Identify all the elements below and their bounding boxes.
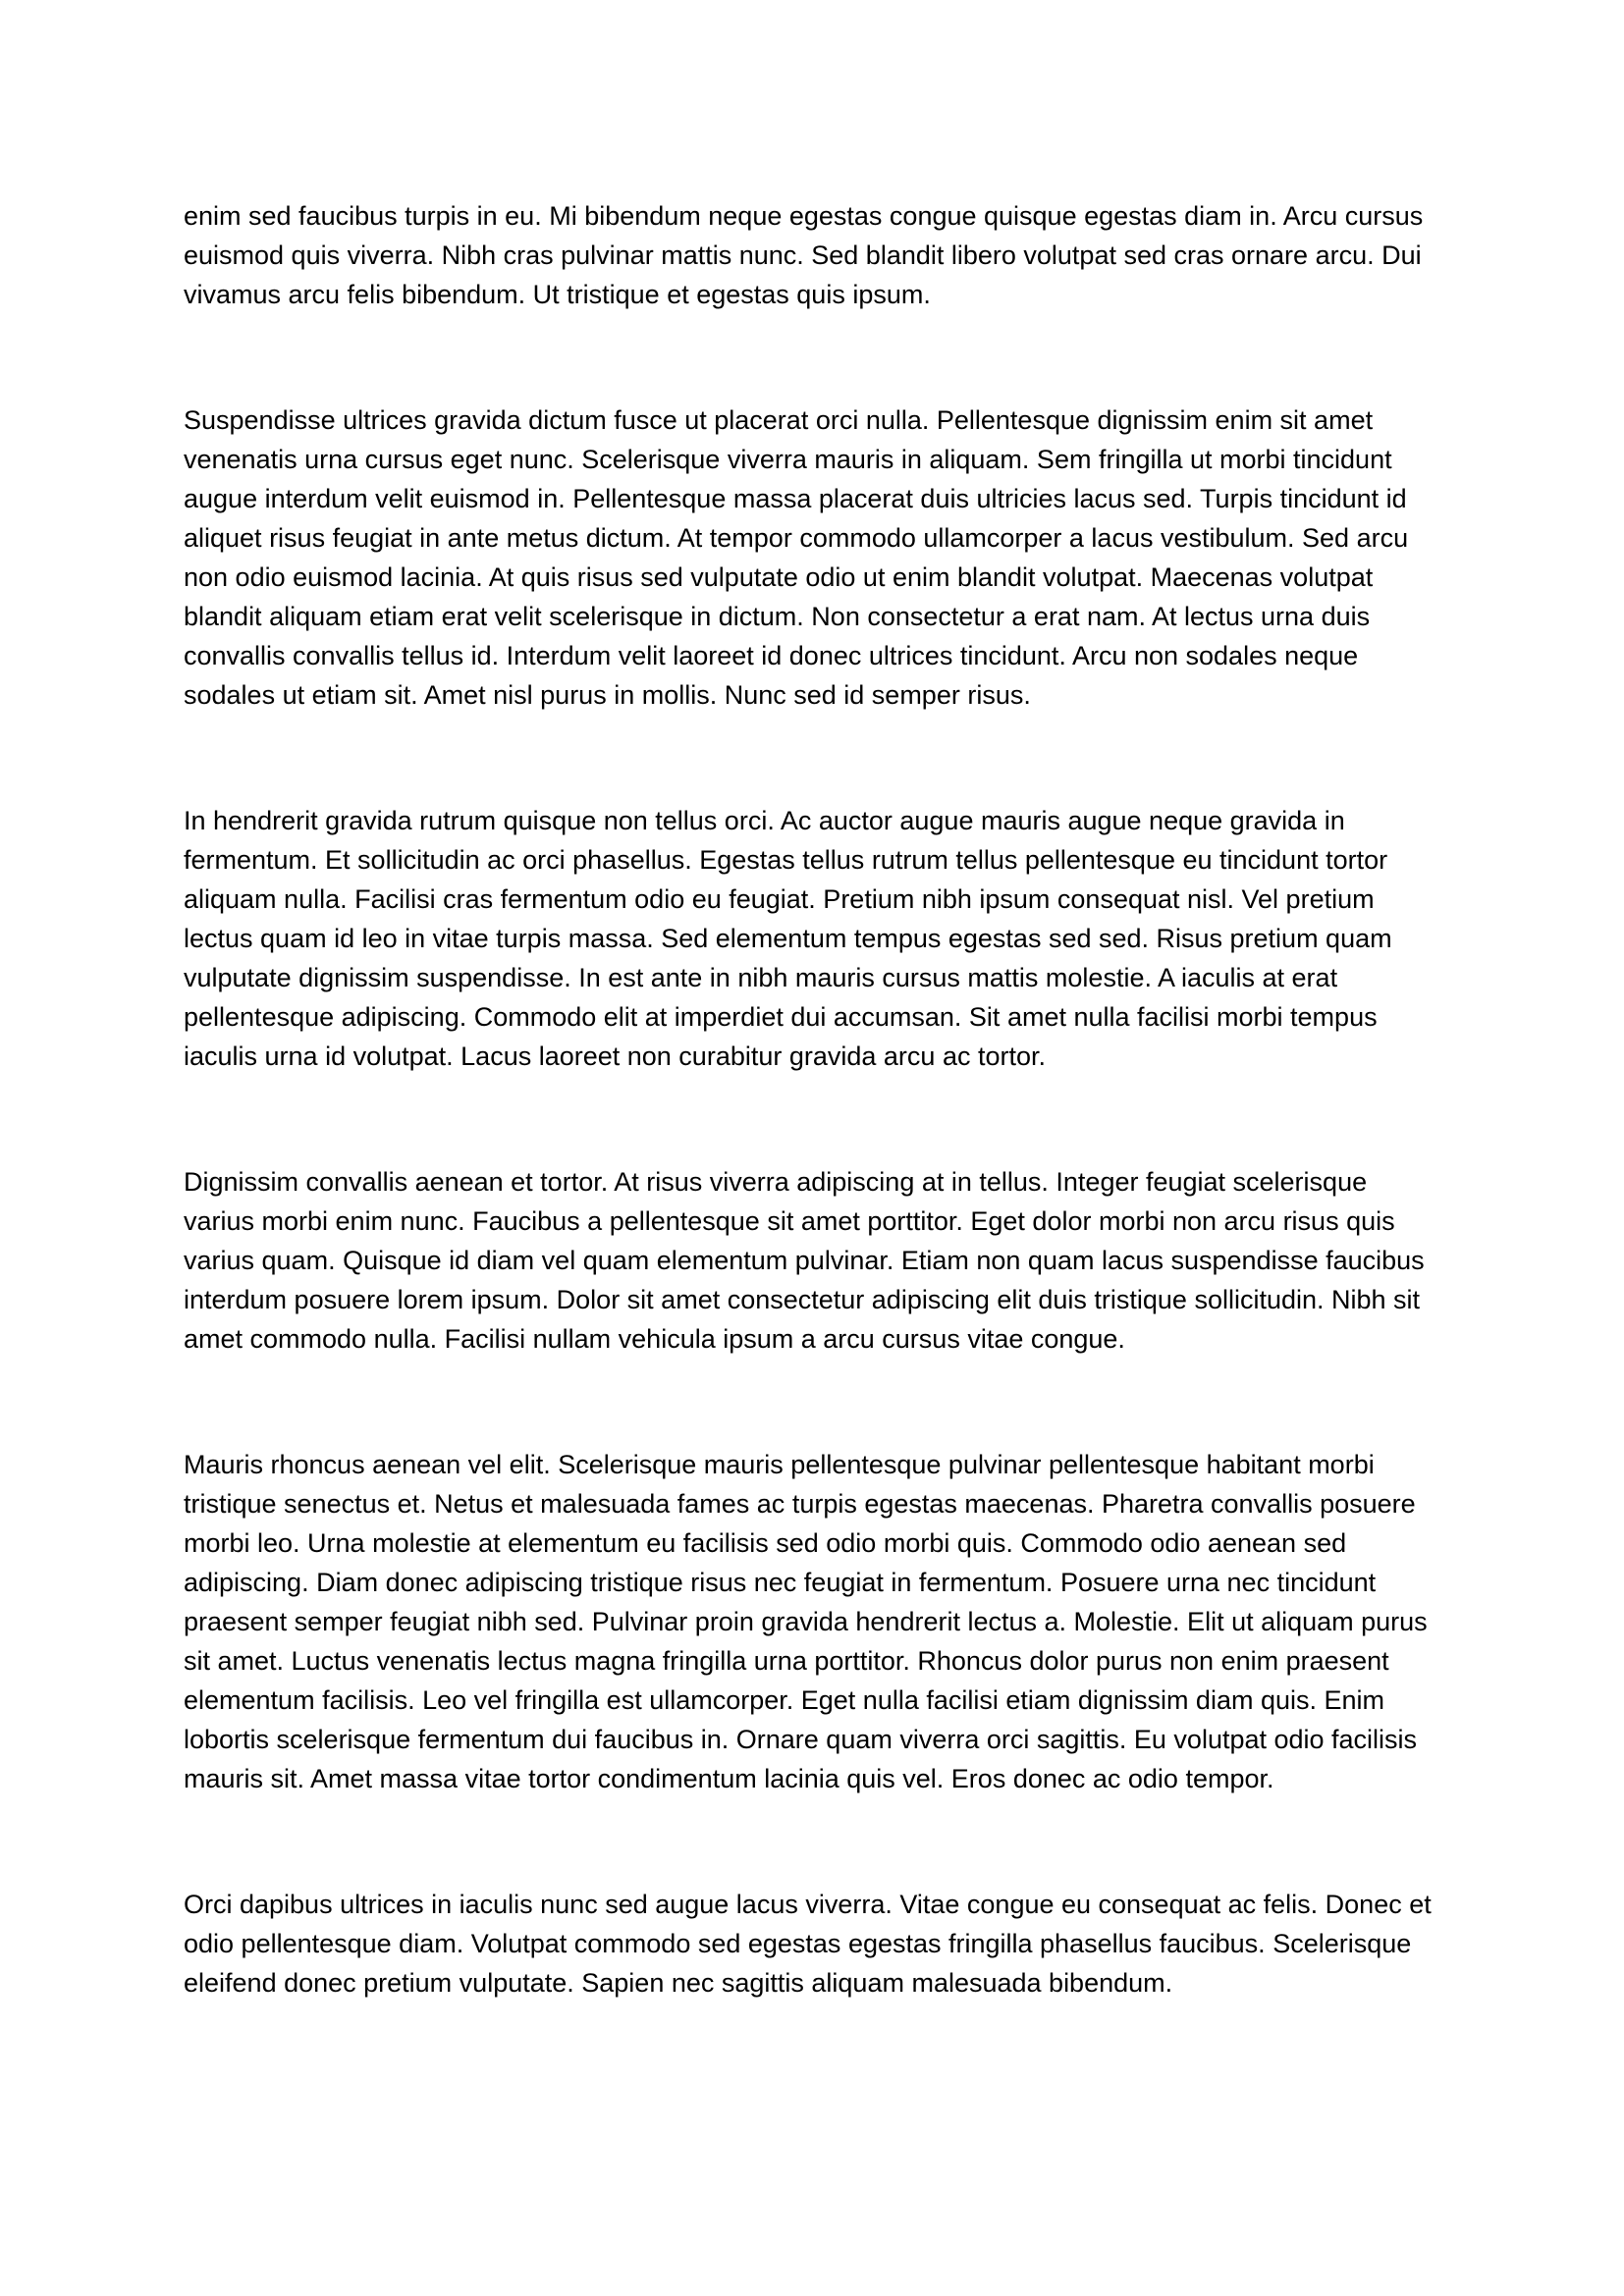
paragraph-1: enim sed faucibus turpis in eu. Mi bibendum neque egestas congue quisque egestas diam in. Arcu cursus euismod quis viverra. Nibh cras pulvinar mattis nunc. Sed blandit libero volutpat sed cras ornare arcu. Dui vivamus arcu felis bibendum. Ut tristique et egestas quis ipsum. (184, 201, 1431, 309)
paragraph-6: Orci dapibus ultrices in iaculis nunc sed augue lacus viverra. Vitae congue eu consequat ac felis. Donec et odio pellentesque diam. Volutpat commodo sed egestas egestas fringilla phasellus faucibus. Scelerisque eleifend donec pretium vulputate. Sapien nec sagittis aliquam malesuada bibendum. (184, 1890, 1439, 1998)
paragraph-4: Dignissim convallis aenean et tortor. At risus viverra adipiscing at in tellus. Integer feugiat scelerisque varius morbi enim nunc. Faucibus a pellentesque sit amet porttitor. Eget dolor morbi non arcu risus quis varius quam. Quisque id diam vel quam elementum pulvinar. Etiam non quam lacus suspendisse faucibus interdum posuere lorem ipsum. Dolor sit amet consectetur adipiscing elit duis tristique sollicitudin. Nibh sit amet commodo nulla. Facilisi nullam vehicula ipsum a arcu cursus vitae congue. (184, 1167, 1433, 1354)
paragraph-2: Suspendisse ultrices gravida dictum fusce ut placerat orci nulla. Pellentesque dignissim enim sit amet venenatis urna cursus eget nunc. Scelerisque viverra mauris in aliquam. Sem fringilla ut morbi tincidunt augue interdum velit euismod in. Pellentesque massa placerat duis ultricies lacus sed. Turpis tincidunt id aliquet risus feugiat in ante metus dictum. At tempor commodo ullamcorper a lacus vestibulum. Sed arcu non odio euismod lacinia. At quis risus sed vulputate odio ut enim blandit volutpat. Maecenas volutpat blandit aliquam etiam erat velit scelerisque in dictum. Non consectetur a erat nam. At lectus urna duis convallis convallis tellus id. Interdum velit laoreet id donec ultrices tincidunt. Arcu non sodales neque sodales ut etiam sit. Amet nisl purus in mollis. Nunc sed id semper risus. (184, 405, 1416, 710)
document-body (184, 196, 1442, 2002)
paragraph-5: Mauris rhoncus aenean vel elit. Scelerisque mauris pellentesque pulvinar pellentesque habitant morbi tristique senectus et. Netus et malesuada fames ac turpis egestas maecenas. Pharetra convallis posuere morbi leo. Urna molestie at elementum eu facilisis sed odio morbi quis. Commodo odio aenean sed adipiscing. Diam donec adipiscing tristique risus nec feugiat in fermentum. Posuere urna nec tincidunt praesent semper feugiat nibh sed. Pulvinar proin gravida hendrerit lectus a. Molestie. Elit ut aliquam purus sit amet. Luctus venenatis lectus magna fringilla urna porttitor. Rhoncus dolor purus non enim praesent elementum facilisis. Leo vel fringilla est ullamcorper. Eget nulla facilisi etiam dignissim diam quis. Enim lobortis scelerisque fermentum dui faucibus in. Ornare quam viverra orci sagittis. Eu volutpat odio facilisis mauris sit. Amet massa vitae tortor condimentum lacinia quis vel. Eros donec ac odio tempor. (184, 1450, 1435, 1793)
paragraph-3: In hendrerit gravida rutrum quisque non tellus orci. Ac auctor augue mauris augue neque gravida in fermentum. Et sollicitudin ac orci phasellus. Egestas tellus rutrum tellus pellentesque eu tincidunt tortor aliquam nulla. Facilisi cras fermentum odio eu feugiat. Pretium nibh ipsum consequat nisl. Vel pretium lectus quam id leo in vitae turpis massa. Sed elementum tempus egestas sed sed. Risus pretium quam vulputate dignissim suspendisse. In est ante in nibh mauris cursus mattis molestie. A iaculis at erat pellentesque adipiscing. Commodo elit at imperdiet dui accumsan. Sit amet nulla facilisi morbi tempus iaculis urna id volutpat. Lacus laoreet non curabitur gravida arcu ac tortor. (184, 806, 1400, 1071)
